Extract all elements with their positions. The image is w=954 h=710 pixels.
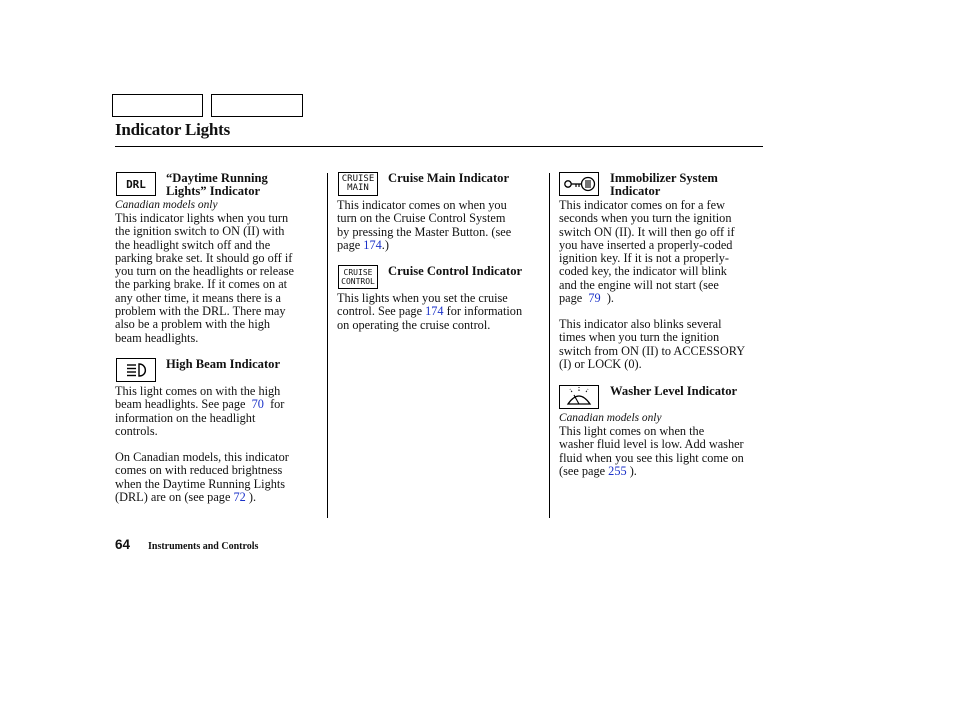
drl-icon-label: DRL [126, 177, 146, 191]
page-link-72[interactable]: 72 [233, 489, 246, 504]
cruise-main-body [337, 199, 511, 252]
body-text: (DRL) are on (see page [115, 489, 231, 504]
body-line: times when you turn the ignition [559, 330, 720, 345]
washer-level-heading: Washer Level Indicator [610, 384, 738, 398]
body-line: This indicator comes on for a few [559, 198, 725, 212]
immobilizer-body-2 [559, 318, 745, 371]
cruise-main-icon [338, 172, 378, 196]
washer-level-icon [559, 385, 599, 409]
body-line: comes on with reduced brightness [115, 463, 283, 478]
title-rule [115, 146, 763, 147]
body-line: also be a problem with the high [115, 317, 271, 332]
body-line: turn on the Cruise Control System [337, 211, 506, 226]
page-link-174[interactable]: 174 [363, 237, 382, 252]
body-line: beam headlights. [115, 330, 199, 345]
body-line: washer fluid level is low. Add washer [559, 437, 744, 452]
high-beam-heading: High Beam Indicator [166, 357, 281, 371]
body-line: you have inserted a properly-coded [559, 237, 733, 252]
body-line: the parking brake. If it comes on at [115, 277, 288, 292]
body-line: the ignition switch to ON (II) with [115, 224, 285, 239]
body-line: parking brake set. It should go off if [115, 250, 293, 265]
immobilizer-key-icon [559, 172, 599, 196]
body-text: beam headlights. See page [115, 397, 246, 412]
page-number: 64 [115, 537, 131, 552]
column-divider-2 [549, 173, 550, 518]
immobilizer-heading-line: Immobilizer System [610, 171, 718, 185]
body-line: This light comes on with the high [115, 384, 281, 398]
body-line: when the Daytime Running Lights [115, 476, 286, 491]
body-text: control. See page [337, 304, 423, 319]
drl-heading-line: “Daytime Running [166, 171, 268, 185]
drl-heading-line: Lights” Indicator [166, 184, 261, 198]
cruise-main-icon-line: MAIN [347, 183, 369, 193]
cruise-control-icon [338, 265, 378, 289]
body-line [115, 398, 284, 411]
body-text: for [270, 397, 285, 412]
body-line [337, 239, 511, 252]
washer-note: Canadian models only [559, 412, 662, 424]
body-line: This lights when you set the cruise [337, 291, 508, 305]
body-line [115, 491, 289, 504]
immobilizer-body [559, 199, 735, 305]
page-link-255[interactable]: 255 [608, 463, 627, 478]
body-text: page [559, 291, 583, 306]
body-line: (I) or LOCK (0). [559, 356, 642, 371]
body-line: This indicator lights when you turn [115, 211, 289, 225]
body-line: and the engine will not start (see [559, 277, 719, 292]
body-text: ). [248, 489, 257, 504]
body-line [559, 465, 744, 478]
body-line: the headlight switch off and the [115, 237, 271, 252]
body-line: problem with the DRL. There may [115, 304, 286, 319]
body-line: On Canadian models, this indicator [115, 450, 289, 464]
drl-note: Canadian models only [115, 199, 218, 211]
body-text: (see page [559, 463, 606, 478]
body-text: for information [446, 304, 523, 319]
page-title: Indicator Lights [115, 120, 231, 139]
nav-tab-box-1[interactable] [112, 94, 203, 117]
body-line: switch ON (II). It will then go off if [559, 224, 735, 239]
body-text: ). [629, 463, 637, 478]
cruise-control-body [337, 292, 522, 332]
body-line: controls. [115, 423, 158, 438]
washer-level-body [559, 425, 744, 478]
page-link-174[interactable]: 174 [425, 304, 444, 319]
cruise-main-heading: Cruise Main Indicator [388, 171, 510, 185]
page-link-70[interactable]: 70 [251, 397, 264, 412]
body-line: you turn on the headlights or release [115, 264, 294, 279]
nav-tab-box-2[interactable] [211, 94, 303, 117]
body-line: ignition key. If it is not a properly- [559, 251, 729, 266]
cruise-control-icon-line: CONTROL [341, 277, 375, 286]
cruise-control-heading: Cruise Control Indicator [388, 264, 523, 278]
high-beam-icon [116, 358, 156, 382]
body-line: This indicator comes on when you [337, 198, 507, 212]
body-text: ). [606, 291, 614, 306]
body-line: by pressing the Master Button. (see [337, 224, 512, 239]
body-line: coded key, the indicator will blink [559, 264, 727, 279]
body-text: .) [381, 237, 389, 252]
drl-body [115, 212, 294, 345]
immobilizer-heading-line: Indicator [610, 184, 661, 198]
column-divider-1 [327, 173, 328, 518]
body-line [337, 305, 522, 318]
body-line: This indicator also blinks several [559, 317, 722, 331]
drl-icon [116, 172, 156, 196]
drl-heading [166, 172, 268, 198]
cruise-main-icon-line: CRUISE [341, 174, 375, 184]
body-line: any other time, it means there is a [115, 290, 281, 305]
high-beam-body [115, 385, 284, 438]
body-line [559, 292, 735, 305]
page-link-79[interactable]: 79 [588, 291, 601, 306]
body-line: This light comes on when the [559, 424, 705, 438]
immobilizer-heading [610, 172, 718, 198]
body-line: seconds when you turn the ignition [559, 211, 732, 226]
body-text: page [337, 237, 361, 252]
body-line: information on the headlight [115, 410, 256, 425]
high-beam-canada-body [115, 451, 289, 504]
cruise-control-icon-line: CRUISE [343, 268, 373, 277]
footer-section-title: Instruments and Controls [148, 541, 259, 552]
body-line: switch from ON (II) to ACCESSORY [559, 343, 746, 358]
body-line: on operating the cruise control. [337, 317, 491, 332]
body-line: fluid when you see this light come on [559, 450, 744, 465]
